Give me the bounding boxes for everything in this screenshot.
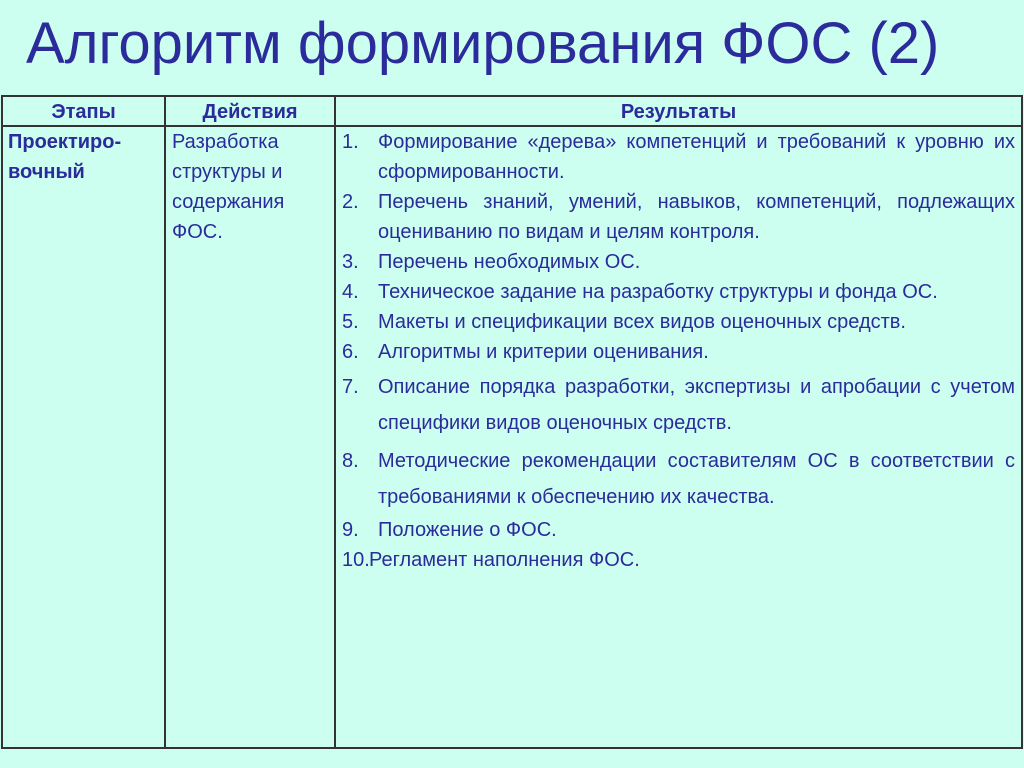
item-text: Формирование «дерева» компетенций и требований к уровню их сформированности. <box>378 131 1015 183</box>
actions-text: Разработка структуры и содержания ФОС. <box>172 131 285 243</box>
fos-table <box>1 95 1023 749</box>
item-number: 1. <box>342 131 359 153</box>
list-item <box>342 277 1015 307</box>
item-number: 4. <box>342 281 359 303</box>
actions-cell <box>165 126 335 748</box>
item-number: 9. <box>342 519 359 541</box>
header-results: Результаты <box>335 96 1022 126</box>
item-text: Техническое задание на разработку структуры и фонда ОС. <box>378 281 938 303</box>
list-item <box>342 247 1015 277</box>
results-list <box>336 127 1021 575</box>
item-number: 10. <box>342 549 370 571</box>
header-row <box>2 96 1022 126</box>
list-item <box>342 187 1015 247</box>
item-text: Перечень необходимых ОС. <box>378 251 641 273</box>
results-cell <box>335 126 1022 748</box>
item-text: Методические рекомендации составителям ОС в соответствии с требованиями к обеспечению их качества. <box>378 450 1015 508</box>
header-actions: Действия <box>165 96 335 126</box>
item-text: Алгоритмы и критерии оценивания. <box>378 341 709 363</box>
list-item <box>342 515 1015 545</box>
item-number: 6. <box>342 341 359 363</box>
item-number: 8. <box>342 450 359 472</box>
item-text: Положение о ФОС. <box>378 519 557 541</box>
list-item <box>342 545 1015 575</box>
item-number: 2. <box>342 191 359 213</box>
item-text: Регламент наполнения ФОС. <box>369 549 640 571</box>
item-text: Макеты и спецификации всех видов оценочных средств. <box>378 311 906 333</box>
list-item <box>342 443 1015 515</box>
item-text: Описание порядка разработки, экспертизы и апробации с учетом специфики видов оценочных средств. <box>378 376 1015 434</box>
list-item <box>342 369 1015 441</box>
item-text: Перечень знаний, умений, навыков, компетенций, подлежащих оцениванию по видам и целям контроля. <box>378 191 1015 243</box>
list-item <box>342 307 1015 337</box>
list-item <box>342 337 1015 367</box>
list-item <box>342 127 1015 187</box>
item-number: 7. <box>342 376 359 398</box>
stage-cell <box>2 126 165 748</box>
page-title: Алгоритм формирования ФОС (2) <box>26 11 940 76</box>
table-row <box>2 126 1022 748</box>
header-stages: Этапы <box>2 96 165 126</box>
item-number: 3. <box>342 251 359 273</box>
item-number: 5. <box>342 311 359 333</box>
stage-label: Проектиро- вочный <box>8 131 122 183</box>
